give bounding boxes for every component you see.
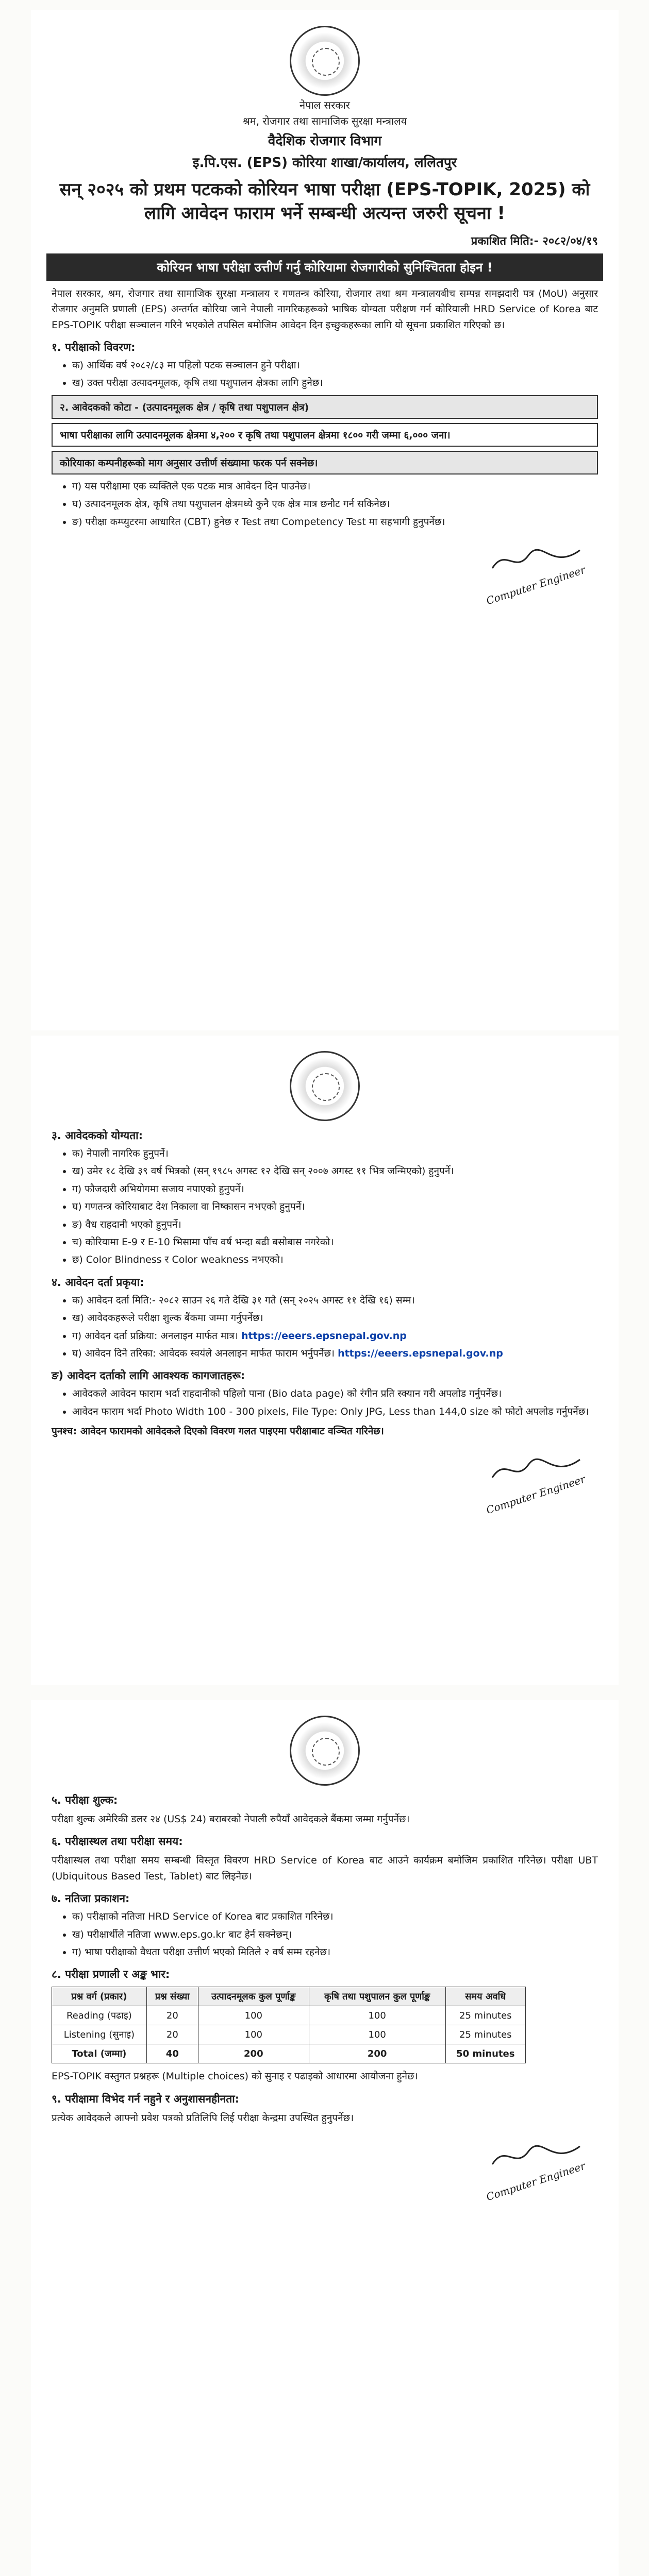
section-6-text: परीक्षास्थल तथा परीक्षा समय सम्बन्धी विस्तृत विवरण HRD Service of Korea बाट आउने कार्यक्रम बमोजिम प्रकाशित गरिनेछ। परीक्षा UBT (Ubiquitous Based Test, Tablet) बाट लिइनेछ। <box>52 1855 598 1882</box>
table-cell: 100 <box>198 2025 309 2044</box>
notice-sheet-2 <box>31 1036 619 1685</box>
table-header: प्रश्न संख्या <box>146 1987 198 2006</box>
government-seal-icon <box>290 1716 360 1786</box>
table-header: समय अवधि <box>445 1987 525 2006</box>
list-item: • छ) Color Blindness र Color weakness नभएको। <box>72 1252 598 1267</box>
section-4-list <box>72 1293 598 1362</box>
section-7-list <box>72 1909 598 1960</box>
table-cell: Reading (पढाइ) <box>52 2006 147 2025</box>
section-9-title: ९. परीक्षामा विभेद गर्न नहुने र अनुशासनहीनता: <box>52 2092 240 2105</box>
signature-block <box>52 535 598 607</box>
signature-block <box>52 2131 598 2204</box>
quota-box-title: २. आवेदकको कोटा - (उत्पादनमूलक क्षेत्र / कृषि तथा पशुपालन क्षेत्र) <box>52 395 598 419</box>
table-header: उत्पादनमूलक कुल पूर्णाङ्क <box>198 1987 309 2006</box>
section-1-title: १. परीक्षाको विवरण: <box>52 341 136 353</box>
table-row <box>52 2044 526 2063</box>
section-5-text: परीक्षा शुल्क अमेरिकी डलर २४ (US$ 24) बराबरको नेपाली रुपैयाँ आवेदकले बैंकमा जम्मा गर्नुपर्नेछ। <box>52 1814 410 1825</box>
office-label: इ.पि.एस. (EPS) कोरिया शाखा/कार्यालय, ललितपुर <box>192 155 457 171</box>
table-cell: 200 <box>198 2044 309 2063</box>
notice-sheet-1 <box>31 10 619 1030</box>
table-header: प्रश्न वर्ग (प्रकार) <box>52 1987 147 2006</box>
section-8-title: ८. परीक्षा प्रणाली र अङ्क भार: <box>52 1968 170 1981</box>
table-cell: 100 <box>309 2006 445 2025</box>
publish-date: प्रकाशित मिति:- २०८२/०४/१९ <box>471 234 598 248</box>
table-cell: 50 minutes <box>445 2044 525 2063</box>
section-3-list <box>72 1146 598 1268</box>
list-item: • आवेदकले आवेदन फाराम भर्दा राहदानीको पहिलो पाना (Bio data page) को रंगीन प्रति स्क्यान गरी अपलोड गर्नुपर्नेछ। <box>72 1386 598 1401</box>
eeers-link-2[interactable]: https://eeers.epsnepal.gov.np <box>338 1347 503 1359</box>
section-1-list <box>72 358 598 391</box>
list-item: • क) आर्थिक वर्ष २०८२/८३ मा पहिलो पटक सञ्चालन हुने परीक्षा। <box>72 358 598 373</box>
list-item: • घ) उत्पादनमूलक क्षेत्र, कृषि तथा पशुपालन क्षेत्रमध्ये कुनै एक क्षेत्र मात्र छनौट गर्न सकिनेछ। <box>72 496 598 512</box>
table-cell: 20 <box>146 2025 198 2044</box>
section-7-title: ७. नतिजा प्रकाशन: <box>52 1892 130 1905</box>
list-item: • ग) आवेदन दर्ता प्रक्रिया: अनलाइन मार्फत मात्र। https://eeers.epsnepal.gov.np <box>72 1328 598 1344</box>
gov-label: नेपाल सरकार <box>299 99 350 111</box>
quota-note: कोरियाका कम्पनीहरूको माग अनुसार उत्तीर्ण संख्यामा फरक पर्न सक्नेछ। <box>52 451 598 474</box>
government-seal-icon <box>290 1051 360 1121</box>
table-header: कृषि तथा पशुपालन कुल पूर्णाङ्क <box>309 1987 445 2006</box>
warning-banner: कोरियन भाषा परीक्षा उत्तीर्ण गर्नु कोरियामा रोजगारीको सुनिश्चितता होइन ! <box>46 253 603 281</box>
section-6-title: ६. परीक्षास्थल तथा परीक्षा समय: <box>52 1835 183 1848</box>
section-5-title: ५. परीक्षा शुल्क: <box>52 1794 118 1806</box>
docs-list <box>72 1386 598 1419</box>
section-8-note: EPS-TOPIK वस्तुगत प्रश्नहरू (Multiple choices) को सुनाइ र पढाइको आधारमा आयोजना हुनेछ। <box>52 2071 418 2082</box>
signature-label: Computer Engineer <box>485 2159 587 2204</box>
table-cell: 100 <box>309 2025 445 2044</box>
notice-sheet-3 <box>31 1700 619 2576</box>
quota-box: भाषा परीक्षाका लागि उत्पादनमूलक क्षेत्रमा ४,२०० र कृषि तथा पशुपालन क्षेत्रमा १८०० गरी जम्मा ६,००० जना। <box>52 423 598 447</box>
list-item: • ङ) वैध राहदानी भएको हुनुपर्ने। <box>72 1217 598 1232</box>
section-3-title: ३. आवेदकको योग्यता: <box>52 1129 143 1142</box>
table-header-row <box>52 1987 526 2006</box>
table-cell: 25 minutes <box>445 2025 525 2044</box>
table-cell: 20 <box>146 2006 198 2025</box>
notice-title: सन् २०२५ को प्रथम पटकको कोरियन भाषा परीक्षा (EPS-TOPIK, 2025) को लागि आवेदन फाराम भर्ने सम्बन्धी अत्यन्त जरुरी सूचना ! <box>59 179 590 224</box>
table-row <box>52 2006 526 2025</box>
section-4-title: ४. आवेदन दर्ता प्रकृया: <box>52 1276 144 1289</box>
list-item: • क) परीक्षाको नतिजा HRD Service of Korea बाट प्रकाशित गरिनेछ। <box>72 1909 598 1924</box>
section-9-text: प्रत्येक आवेदकले आफ्नो प्रवेश पत्रको प्रतिलिपि लिई परीक्षा केन्द्रमा उपस्थित हुनुपर्नेछ। <box>52 2112 354 2124</box>
dept-label: वैदेशिक रोजगार विभाग <box>268 133 382 149</box>
docs-title: ङ) आवेदन दर्ताको लागि आवश्यक कागजातहरू: <box>52 1369 245 1382</box>
table-cell: Total (जम्मा) <box>52 2044 147 2063</box>
list-item: • क) नेपाली नागरिक हुनुपर्ने। <box>72 1146 598 1161</box>
table-row <box>52 2025 526 2044</box>
list-item: • ख) उमेर १८ देखि ३९ वर्ष भित्रको (सन् १९८५ अगस्ट १२ देखि सन् २००७ अगस्ट ११ भित्र जन्मिएको) हुनुपर्ने। <box>72 1163 598 1179</box>
list-item: • घ) गणतन्त्र कोरियाबाट देश निकाला वा निष्कासन नभएको हुनुपर्ने। <box>72 1199 598 1214</box>
exam-table <box>52 1987 526 2063</box>
list-item: • घ) आवेदन दिने तरिका: आवेदक स्वयंले अनलाइन मार्फत फाराम भर्नुपर्नेछ। https://eeers.epsnepal.gov.np <box>72 1346 598 1361</box>
warning-paragraph: पुनश्च: आवेदन फारामको आवेदकले दिएको विवरण गलत पाइएमा परीक्षाबाट वञ्चित गरिनेछ। <box>52 1426 384 1437</box>
list-item: • च) कोरियामा E-9 र E-10 भिसामा पाँच वर्ष भन्दा बढी बसोबास नगरेको। <box>72 1234 598 1250</box>
list-item: • ङ) परीक्षा कम्प्युटरमा आधारित (CBT) हुनेछ र Test तथा Competency Test मा सहभागी हुनुपर्नेछ। <box>72 514 598 530</box>
table-cell: 200 <box>309 2044 445 2063</box>
list-item: • ख) उक्त परीक्षा उत्पादनमूलक, कृषि तथा पशुपालन क्षेत्रका लागि हुनेछ। <box>72 375 598 391</box>
ministry-label: श्रम, रोजगार तथा सामाजिक सुरक्षा मन्त्रालय <box>242 115 407 127</box>
signature-label: Computer Engineer <box>485 1473 587 1517</box>
signature-block <box>52 1444 598 1517</box>
table-cell: 100 <box>198 2006 309 2025</box>
table-cell: Listening (सुनाइ) <box>52 2025 147 2044</box>
government-seal-icon <box>290 26 360 96</box>
signature-label: Computer Engineer <box>485 563 587 607</box>
list-item: • ख) परीक्षार्थीले नतिजा www.eps.go.kr बाट हेर्न सक्नेछन्। <box>72 1927 598 1942</box>
list-item: • ख) आवेदकहरूले परीक्षा शुल्क बैंकमा जम्मा गर्नुपर्नेछ। <box>72 1310 598 1326</box>
list-item: • आवेदन फाराम भर्दा Photo Width 100 - 300 pixels, File Type: Only JPG, Less than 144,0 size को फोटो अपलोड गर्नुपर्नेछ। <box>72 1404 598 1419</box>
list-item: • ग) भाषा परीक्षाको वैधता परीक्षा उत्तीर्ण भएको मितिले २ वर्ष सम्म रहनेछ। <box>72 1944 598 1960</box>
table-cell: 25 minutes <box>445 2006 525 2025</box>
list-item: • क) आवेदन दर्ता मिति:- २०८२ साउन २६ गते देखि ३१ गते (सन् २०२५ अगस्ट ११ देखि १६) सम्म। <box>72 1293 598 1308</box>
table-cell: 40 <box>146 2044 198 2063</box>
section-1-notes <box>72 479 598 530</box>
eeers-link[interactable]: https://eeers.epsnepal.gov.np <box>241 1330 407 1342</box>
list-item: • ग) यस परीक्षामा एक व्यक्तिले एक पटक मात्र आवेदन दिन पाउनेछ। <box>72 479 598 494</box>
intro-paragraph: नेपाल सरकार, श्रम, रोजगार तथा सामाजिक सुरक्षा मन्त्रालय र गणतन्त्र कोरिया, रोजगार तथा श्रम मन्त्रालयबीच सम्पन्न समझदारी पत्र (MoU) अनुसार रोजगार अनुमति प्रणाली (EPS) अन्तर्गत कोरिया जाने नेपाली नागरिकहरूको भाषिक योग्यता परीक्षण गर्न कोरियाली HRD Service of Korea बाट EPS-TOPIK परीक्षा सञ्चालन गरिने भएकोले तपसिल बमोजिम आवेदन दिन इच्छुकहरूका लागि यो सूचना प्रकाशित गरिएको छ। <box>52 287 598 331</box>
list-item: • ग) फौजदारी अभियोगमा सजाय नपाएको हुनुपर्ने। <box>72 1181 598 1197</box>
